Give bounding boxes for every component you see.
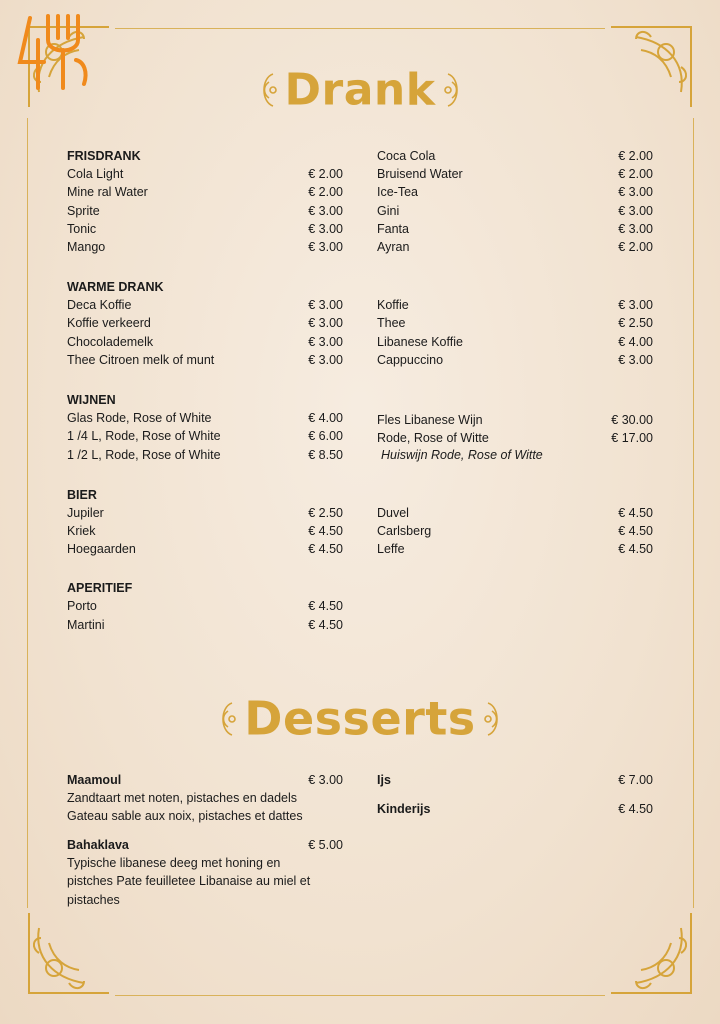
menu-item-name: Ice-Tea — [377, 185, 418, 199]
menu-item-name: Mango — [67, 240, 106, 254]
menu-item-name: Sprite — [67, 204, 100, 218]
section-title-wijnen: WIJNEN — [67, 393, 116, 407]
menu-item-name: Leffe — [377, 542, 405, 556]
dessert-name: Maamoul — [67, 773, 122, 787]
menu-item-price: € 3.00 — [308, 316, 343, 330]
menu-item-price: € 17.00 — [611, 431, 653, 445]
menu-item-name: Rode, Rose of Witte — [377, 431, 489, 445]
dessert-description: pistaches — [67, 893, 120, 907]
menu-item-price: € 3.00 — [618, 222, 653, 236]
menu-item-price: € 4.50 — [618, 506, 653, 520]
dessert-description: Zandtaart met noten, pistaches en dadels — [67, 791, 298, 805]
wine-note: Huiswijn Rode, Rose of Witte — [381, 448, 543, 462]
frame-right-line — [693, 118, 694, 908]
desserts-title: Desserts — [244, 691, 476, 746]
menu-item-name: 1 /2 L, Rode, Rose of White — [67, 448, 221, 462]
menu-item-price: € 2.00 — [308, 185, 343, 199]
menu-item-name: Martini — [67, 618, 105, 632]
menu-item-name: Bruisend Water — [377, 167, 463, 181]
menu-item-name: Duvel — [377, 506, 409, 520]
menu-item-name: Carlsberg — [377, 524, 432, 538]
dessert-name: Ijs — [377, 773, 391, 787]
menu-item-name: Cappuccino — [377, 353, 444, 367]
corner-ornament-icon — [24, 908, 114, 998]
menu-item-name: Fanta — [377, 222, 409, 236]
drank-title: Drank — [284, 64, 436, 116]
menu-item-name: Thee Citroen melk of munt — [67, 353, 215, 367]
drank-heading — [0, 62, 720, 116]
menu-item-price: € 2.00 — [618, 167, 653, 181]
menu-item-name: 1 /4 L, Rode, Rose of White — [67, 429, 221, 443]
menu-item-name: Libanese Koffie — [377, 335, 463, 349]
menu-item-name: Kriek — [67, 524, 96, 538]
menu-item-price: € 3.00 — [308, 335, 343, 349]
dessert-name: Kinderijs — [377, 802, 431, 816]
menu-item-price: € 3.00 — [618, 353, 653, 367]
dessert-description: Gateau sable aux noix, pistaches et dattes — [67, 809, 303, 823]
menu-item-name: Ayran — [377, 240, 410, 254]
menu-item-price: € 3.00 — [308, 222, 343, 236]
frame-left-line — [27, 118, 28, 908]
menu-item-name: Glas Rode, Rose of White — [67, 411, 212, 425]
menu-item-price: € 4.00 — [618, 335, 653, 349]
menu-item-name: Tonic — [67, 222, 97, 236]
menu-item-price: € 30.00 — [611, 413, 653, 427]
dessert-description: pistches Pate feuilletee Libanaise au miel et — [67, 874, 311, 888]
menu-item-price: € 4.50 — [308, 542, 343, 556]
menu-item-name: Hoegaarden — [67, 542, 136, 556]
menu-item-price: € 3.00 — [308, 353, 343, 367]
desserts-heading — [0, 688, 720, 746]
dessert-price: € 3.00 — [308, 773, 343, 787]
menu-item-name: Fles Libanese Wijn — [377, 413, 483, 427]
dessert-name: Bahaklava — [67, 838, 129, 852]
menu-item-name: Coca Cola — [377, 149, 436, 163]
menu-item-price: € 4.50 — [308, 524, 343, 538]
menu-item-price: € 3.00 — [618, 204, 653, 218]
menu-item-name: Chocolademelk — [67, 335, 154, 349]
menu-item-price: € 2.00 — [618, 149, 653, 163]
menu-item-name: Koffie verkeerd — [67, 316, 151, 330]
menu-item-price: € 4.50 — [618, 524, 653, 538]
menu-item-name: Koffie — [377, 298, 409, 312]
frame-bottom-line — [115, 995, 605, 996]
frame-top-line — [115, 28, 605, 29]
menu-item-name: Cola Light — [67, 167, 124, 181]
menu-item-price: € 2.50 — [618, 316, 653, 330]
menu-item-name: Jupiler — [67, 506, 104, 520]
menu-item-price: € 2.00 — [618, 240, 653, 254]
menu-item-price: € 8.50 — [308, 448, 343, 462]
scroll-ornament-icon — [214, 699, 236, 739]
menu-item-price: € 4.50 — [618, 542, 653, 556]
section-title-bier: BIER — [67, 488, 97, 502]
menu-item-name: Deca Koffie — [67, 298, 132, 312]
menu-item-price: € 3.00 — [618, 185, 653, 199]
menu-item-price: € 2.00 — [308, 167, 343, 181]
section-title-warme-drank: WARME DRANK — [67, 280, 164, 294]
scroll-ornament-icon — [255, 70, 277, 110]
scroll-ornament-icon — [484, 699, 506, 739]
corner-ornament-icon — [606, 908, 696, 998]
menu-item-price: € 4.50 — [308, 618, 343, 632]
menu-item-price: € 3.00 — [308, 240, 343, 254]
menu-item-price: € 3.00 — [308, 204, 343, 218]
menu-item-price: € 4.00 — [308, 411, 343, 425]
menu-item-name: Thee — [377, 316, 406, 330]
scroll-ornament-icon — [444, 70, 466, 110]
dessert-price: € 7.00 — [618, 773, 653, 787]
dessert-description: Typische libanese deeg met honing en — [67, 856, 281, 870]
section-title-aperitief: APERITIEF — [67, 581, 133, 595]
menu-item-name: Gini — [377, 204, 400, 218]
dessert-price: € 5.00 — [308, 838, 343, 852]
menu-item-price: € 3.00 — [618, 298, 653, 312]
menu-item-price: € 4.50 — [308, 599, 343, 613]
menu-item-name: Porto — [67, 599, 97, 613]
menu-item-price: € 6.00 — [308, 429, 343, 443]
menu-item-price: € 2.50 — [308, 506, 343, 520]
menu-item-name: Mine ral Water — [67, 185, 148, 199]
section-title-frisdrank: FRISDRANK — [67, 149, 141, 163]
dessert-price: € 4.50 — [618, 802, 653, 816]
menu-item-price: € 3.00 — [308, 298, 343, 312]
